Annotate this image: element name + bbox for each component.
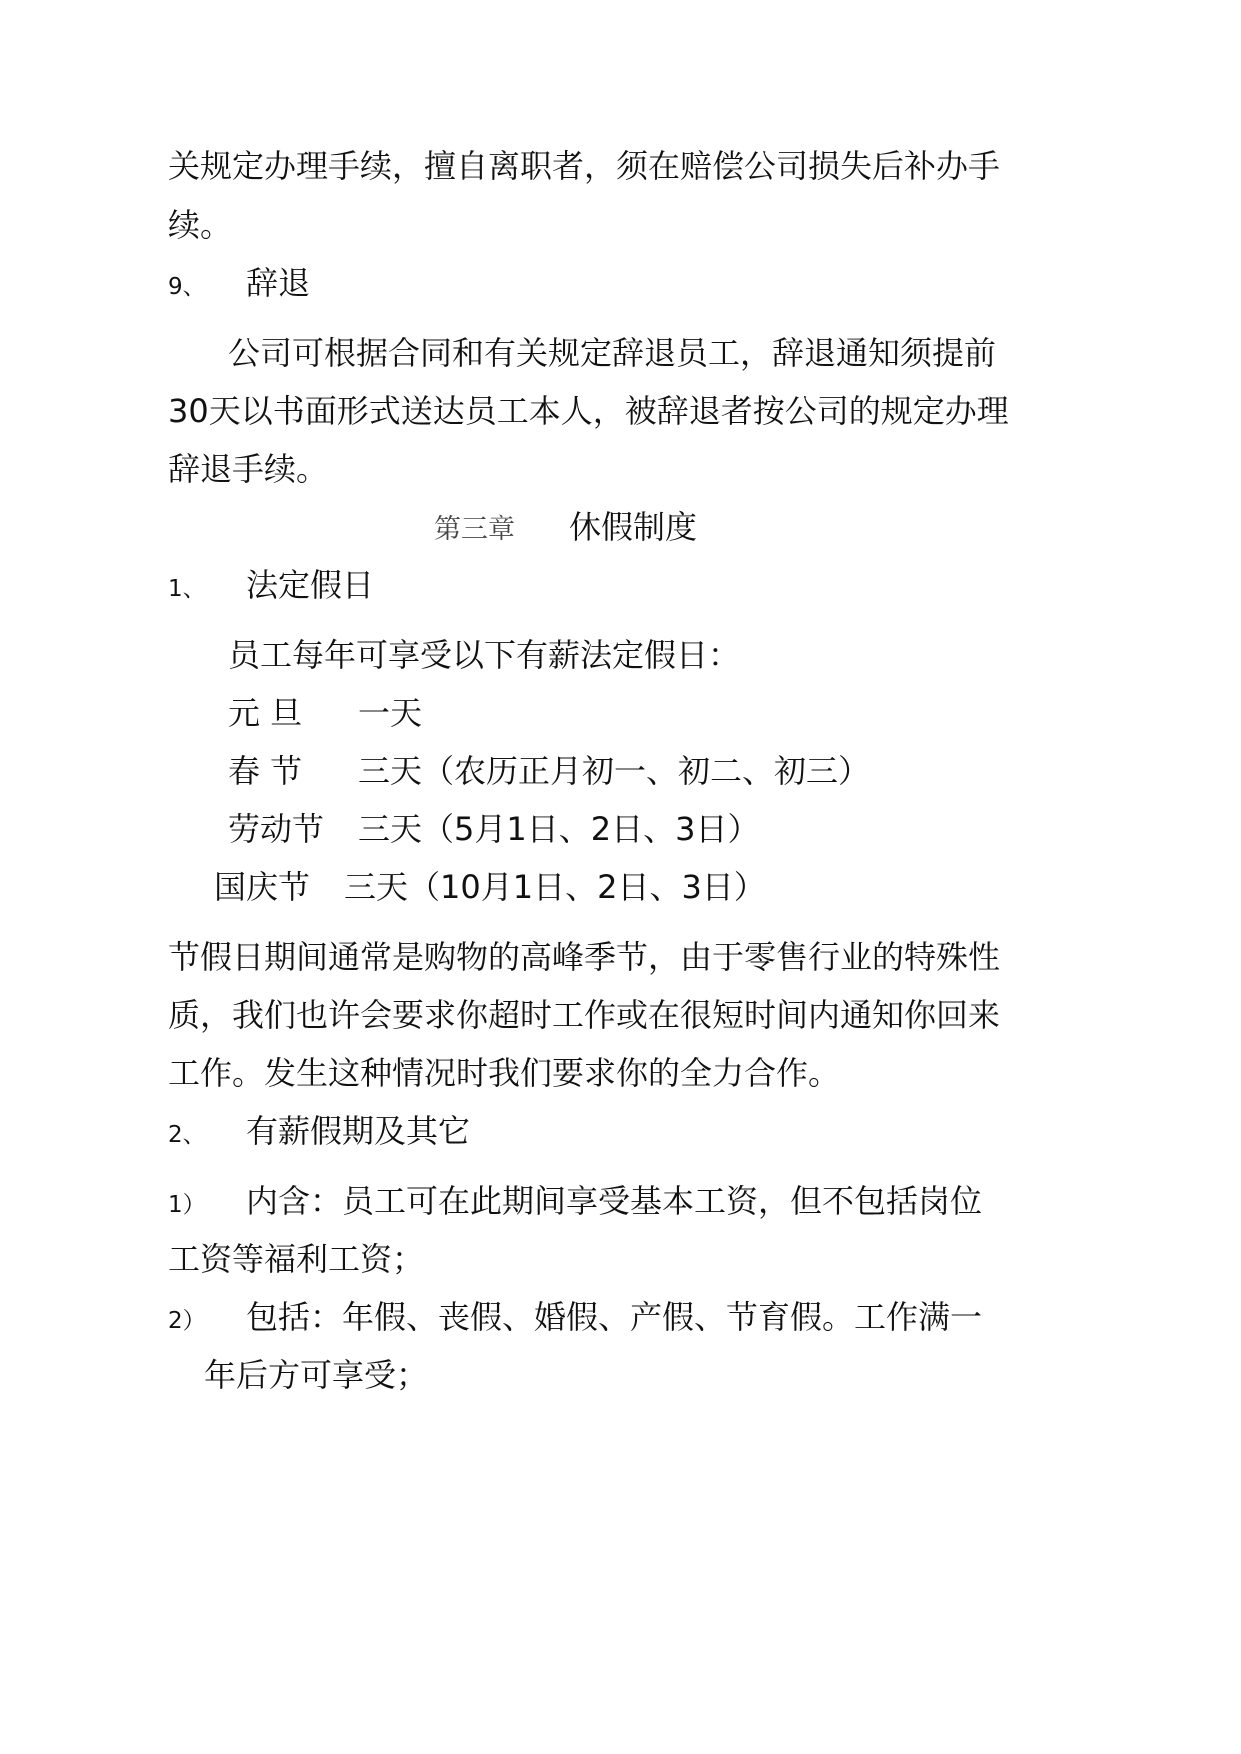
list-item-number: 1） xyxy=(168,1192,206,1218)
chapter-label: 第三章 xyxy=(434,514,515,545)
holiday-name: 劳动节 xyxy=(228,810,325,848)
holiday-row xyxy=(228,691,422,735)
holiday-detail: 三天（农历正月初一、初二、初三） xyxy=(358,752,871,790)
list-item-number: 2） xyxy=(168,1308,206,1334)
paragraph-line: 辞退手续。 xyxy=(168,450,329,488)
paragraph-line: 员工每年可享受以下有薪法定假日： xyxy=(228,636,741,674)
chapter-title: 休假制度 xyxy=(569,508,698,546)
section-number: 2、 xyxy=(168,1122,206,1148)
holiday-row xyxy=(228,807,759,851)
paragraph-line: 公司可根据合同和有关规定辞退员工，辞退通知须提前 xyxy=(228,334,997,372)
chapter-heading xyxy=(434,505,697,552)
section-number: 1、 xyxy=(168,576,206,602)
paragraph-line: 工资等福利工资； xyxy=(168,1240,425,1278)
holiday-name: 元 旦 xyxy=(228,694,303,732)
paragraph-line: 关规定办理手续，擅自离职者，须在赔偿公司损失后补办手 xyxy=(168,147,1001,185)
list-item-text: 包括：年假、丧假、婚假、产假、节育假。工作满一 xyxy=(246,1298,983,1336)
holiday-detail: 三天（10月1日、2日、3日） xyxy=(344,868,766,906)
holiday-name: 国庆节 xyxy=(214,868,311,906)
paragraph-line: 工作。发生这种情况时我们要求你的全力合作。 xyxy=(168,1054,841,1092)
paragraph-line: 质，我们也许会要求你超时工作或在很短时间内通知你回来 xyxy=(168,996,1001,1034)
list-item-text: 内含：员工可在此期间享受基本工资，但不包括岗位 xyxy=(246,1182,983,1220)
section-title: 辞退 xyxy=(246,264,311,302)
section-heading-holidays xyxy=(168,563,374,611)
section-title: 法定假日 xyxy=(246,566,375,604)
holiday-row xyxy=(214,865,766,909)
section-number: 9、 xyxy=(168,274,206,300)
holiday-detail: 三天（5月1日、2日、3日） xyxy=(358,810,760,848)
list-item xyxy=(168,1179,982,1227)
section-heading-dismissal xyxy=(168,261,310,309)
paragraph-line: 30天以书面形式送达员工本人，被辞退者按公司的规定办理 xyxy=(168,392,1009,430)
paragraph-line: 节假日期间通常是购物的高峰季节，由于零售行业的特殊性 xyxy=(168,938,1001,976)
section-heading-paid-leave xyxy=(168,1109,470,1157)
holiday-detail: 一天 xyxy=(358,694,423,732)
section-title: 有薪假期及其它 xyxy=(246,1112,471,1150)
paragraph-line: 续。 xyxy=(168,206,233,244)
holiday-row xyxy=(228,749,870,793)
list-item xyxy=(168,1295,982,1343)
holiday-name: 春 节 xyxy=(228,752,303,790)
paragraph-line: 年后方可享受； xyxy=(204,1356,429,1394)
